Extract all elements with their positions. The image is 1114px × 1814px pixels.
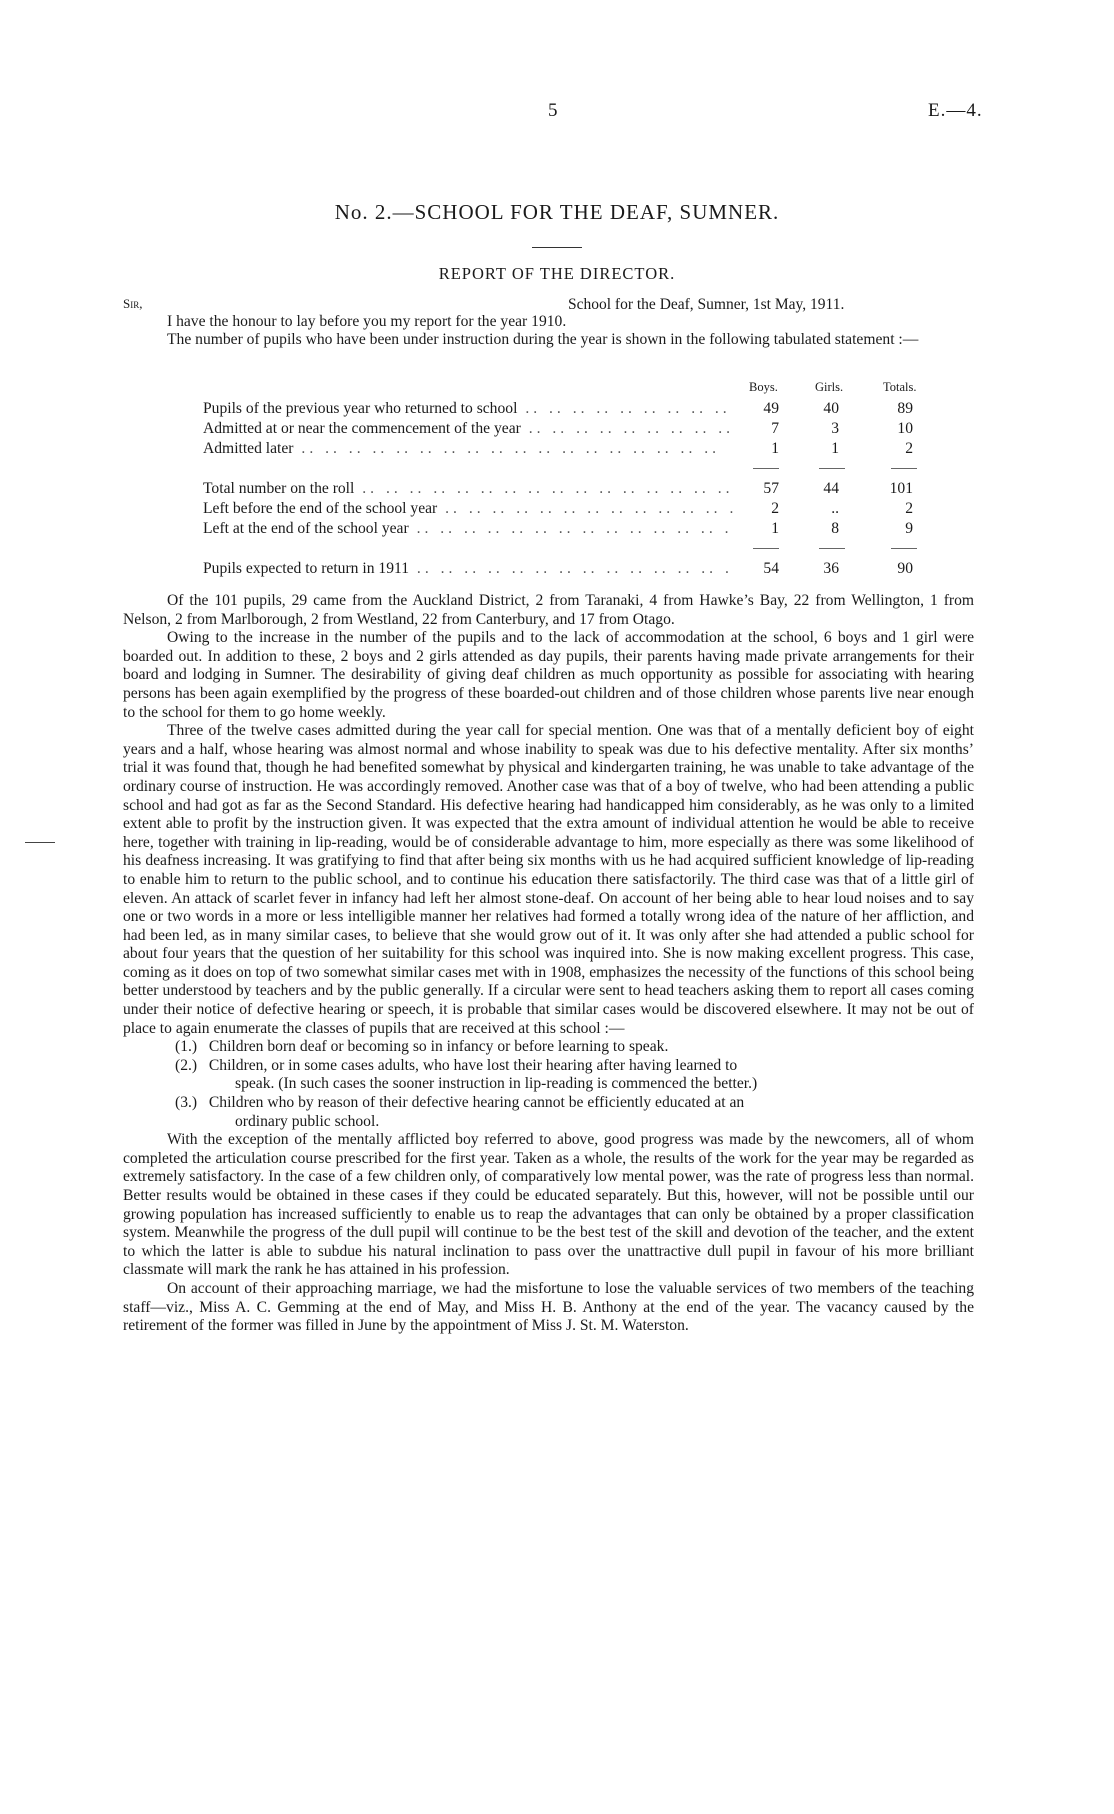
paragraph: Three of the twelve cases admitted during the year call for special mention. One was that of a mentally deficient boy of eight years and a half, whose hearing was almost normal and whose inability to speak was due to his defective mentality. After six months’ trial it was found that, though he had benefited somewhat by physical and kindergarten training, he was unable to take advantage of the ordinary course of instruction. He was accordingly removed. Another case was that of a boy of twelve, who had been attending a public school and had got as far as the Second Standard. His defective hearing had handicapped him considerably, as he was only to a limited extent able to profit by the instruction given. It was expected that the extra amount of individual attention he would be able to receive here, together with training in lip-reading, would be of considerable advantage to him, more especially as there was some likelihood of his deafness increasing. It was gratifying to find that after being six months with us he had acquired sufficient knowledge of lip-reading to enable him to return to the public school, and to continue his education there satisfactorily. The third case was that of a little girl of eleven. An attack of scarlet fever in infancy had left her almost stone-deaf. On account of her being able to hear loud noises and to say one or two words in a more or less intelligible manner her relatives had formed a totally wrong idea of the nature of her affliction, and had been led, as in many similar cases, to believe that she would grow out of it. It was only after she had attended a public school for about four years that the question of her suitability for this school was inquired into. She is now making excellent progress. This case, coming as it does on top of two somewhat similar cases met with in 1908, emphasizes the necessity of the functions of this school being better understood by teachers and by the public generally. If a circular were sent to head teachers asking them to report all cases coming under their notice of defective hearing or speech, it is probable that similar cases would be discovered elsewhere. It may not be out of place to again enumerate the classes of pupils that are received at this school :— <box>123 722 974 1037</box>
sum-rule <box>753 468 779 469</box>
row-label: Pupils of the previous year who returned to school <box>203 400 518 417</box>
table-row <box>203 480 983 499</box>
paragraph: On account of their approaching marriage, we had the misfortune to lose the valuable services of two members of the teaching staff—viz., Miss A. C. Gemming at the end of May, and Miss H. B. Anthony at the end of the year. The vacancy caused by the retirement of the former was filled in June by the appointment of Miss J. St. M. Waterston. <box>123 1279 974 1335</box>
cell-totals: 9 <box>905 520 913 537</box>
cell-boys: 1 <box>733 440 779 458</box>
intro-text-2: The number of pupils who have been under instruction during the year is shown in the following tabulated statement :— <box>167 331 919 348</box>
cell-totals: 89 <box>897 400 913 417</box>
cell-girls: 3 <box>831 420 839 437</box>
cell-totals: 2 <box>905 440 913 457</box>
list-text: Children who by reason of their defective hearing cannot be efficiently educated at an <box>208 1094 745 1112</box>
sum-rule <box>819 548 845 549</box>
table-row <box>203 440 983 459</box>
dateline: School for the Deaf, Sumner, 1st May, 1911. <box>568 296 845 313</box>
list-text: Children born deaf or becoming so in infancy or before learning to speak. <box>208 1038 669 1056</box>
cell-totals: 90 <box>897 560 913 577</box>
paragraph: Of the 101 pupils, 29 came from the Auckland District, 2 from Taranaki, 4 from Hawke’s Bay, 22 from Wellington, 1 from Nelson, 2 from Marlborough, 2 from Westland, 22 from Canterbury, and 17 from Otago. <box>123 592 974 628</box>
cell-girls: 8 <box>831 520 839 537</box>
list-continuation: speak. (In such cases the sooner instruction in lip-reading is commenced the better.) <box>235 1075 758 1093</box>
column-header-totals: Totals. <box>883 380 917 394</box>
table-row <box>203 400 983 419</box>
list-item: (1.) Children born deaf or becoming so in infancy or before learning to speak. <box>175 1038 669 1056</box>
page-number: 5 <box>548 100 558 121</box>
cell-boys: 2 <box>733 500 779 518</box>
list-item: (2.) Children, or in some cases adults, who have lost their hearing after having learned to <box>175 1056 738 1074</box>
column-header-boys: Boys. <box>749 380 778 394</box>
row-label: Total number on the roll <box>203 480 355 497</box>
report-body <box>123 592 974 1336</box>
cell-boys: 54 <box>733 560 779 578</box>
sum-rule <box>753 548 779 549</box>
row-label: Left before the end of the school year <box>203 500 438 517</box>
table-row <box>203 420 983 439</box>
cell-totals: 2 <box>905 500 913 517</box>
margin-mark <box>25 842 55 843</box>
sum-rule <box>891 468 917 469</box>
table-row <box>203 520 983 539</box>
row-label: Left at the end of the school year <box>203 520 409 537</box>
column-header-girls: Girls. <box>815 380 844 394</box>
cell-boys: 1 <box>733 520 779 538</box>
row-label: Admitted at or near the commencement of the year <box>203 420 521 437</box>
row-label: Pupils expected to return in 1911 <box>203 560 410 577</box>
intro-text-1: I have the honour to lay before you my report for the year 1910. <box>167 313 567 330</box>
list-item: (3.) Children who by reason of their defective hearing cannot be efficiently educated at an <box>175 1094 745 1112</box>
intro-paragraph-2 <box>123 331 974 350</box>
table-row <box>203 500 983 519</box>
cell-boys: 57 <box>733 480 779 498</box>
intro-paragraph-1 <box>123 313 974 332</box>
page-title: No. 2.—SCHOOL FOR THE DEAF, SUMNER. <box>334 200 780 224</box>
salutation: Sir, <box>123 296 143 311</box>
list-text: Children, or in some cases adults, who have lost their hearing after having learned to <box>208 1056 738 1074</box>
sum-rule <box>891 548 917 549</box>
title-divider <box>532 247 582 248</box>
paragraph: Owing to the increase in the number of the pupils and to the lack of accommodation at the school, 6 boys and 1 girl were boarded out. In addition to these, 2 boys and 2 girls attended as day pupils, their parents having made private arrangements for their board and lodging in Sumner. The desirability of giving deaf children as much opportunity as possible for associating with hearing persons has been again exemplified by the progress of these boarded-out children and of those children whose parents live near enough to the school for them to go home weekly. <box>123 629 974 721</box>
series-code: E.—4. <box>928 100 983 121</box>
cell-girls: 44 <box>823 480 839 497</box>
cell-girls: 36 <box>823 560 839 577</box>
paragraph: With the exception of the mentally afflicted boy referred to above, good progress was made by the newcomers, all of whom completed the articulation course prescribed for the first year. Taken as a whole, the results of the work for the year may be regarded as extremely satisfactory. In the case of a few children only, of comparatively low mental power, was the rate of progress less than normal. Better results would be obtained in these cases if they could be educated separately. But this, however, will not be possible until our growing population has increased sufficiently to enable us to reap the advantages that can only be obtained by a proper classification system. Meanwhile the progress of the dull pupil will continue to be the best test of the skill and devotion of the teacher, and the extent to which the latter is able to subdue his natural inclination to pass over the unattractive dull pupil in favour of his more brilliant classmate will mark the rank he has attained in his profession. <box>123 1131 974 1279</box>
report-subtitle: REPORT OF THE DIRECTOR. <box>438 264 676 283</box>
row-label: Admitted later <box>203 440 294 457</box>
cell-totals: 10 <box>897 420 913 437</box>
table-row <box>203 560 983 579</box>
cell-girls: 1 <box>831 440 839 457</box>
cell-boys: 7 <box>733 420 779 438</box>
cell-girls: 40 <box>823 400 839 417</box>
sum-rule <box>819 468 845 469</box>
cell-boys: 49 <box>733 400 779 418</box>
cell-girls: .. <box>831 500 839 517</box>
list-continuation: ordinary public school. <box>235 1112 380 1130</box>
cell-totals: 101 <box>889 480 913 497</box>
